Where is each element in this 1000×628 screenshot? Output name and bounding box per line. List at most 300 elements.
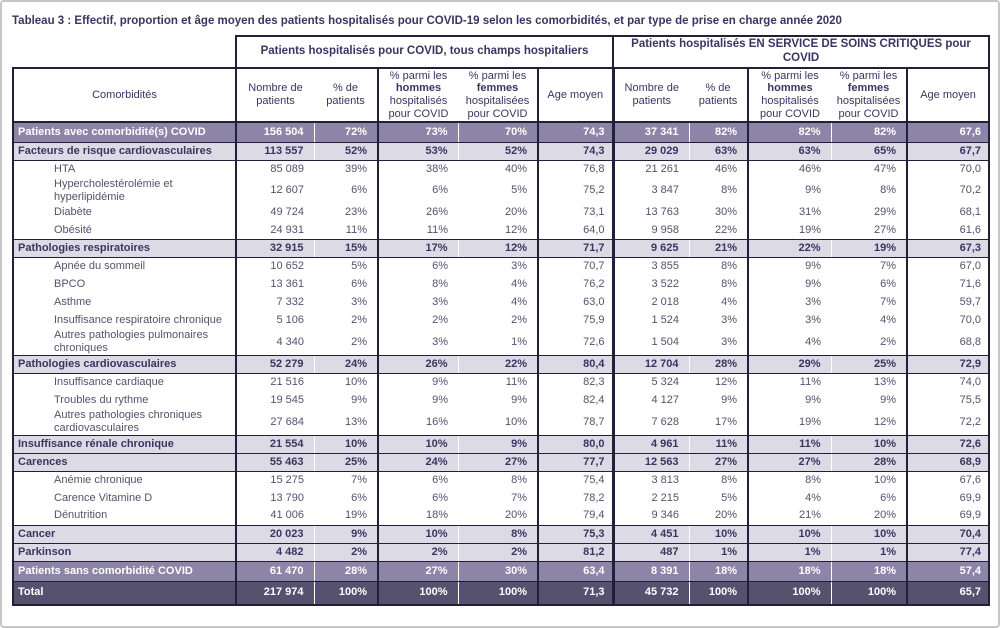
cell-value: 9% xyxy=(351,393,367,406)
cell-value: 8 391 xyxy=(613,561,689,581)
cell-value: 3% xyxy=(721,314,737,327)
cell-value: 3% xyxy=(511,260,527,273)
table-row xyxy=(13,561,989,581)
cell-age-moyen: 75,2 xyxy=(538,178,613,203)
cell-value: 31% xyxy=(748,203,831,221)
col-header-line: hospitalisées xyxy=(836,94,901,107)
table-row xyxy=(13,311,989,329)
cell-value: 12 704 xyxy=(613,355,689,373)
cell-value: 10% xyxy=(689,525,748,543)
cell-value: 19% xyxy=(344,509,367,522)
table-row xyxy=(13,122,989,142)
cell-value: 6% xyxy=(351,278,367,291)
table-row xyxy=(13,203,989,221)
cell-value: 100% xyxy=(378,581,458,605)
table-row xyxy=(13,329,989,355)
cell-value: 18% xyxy=(378,507,458,525)
cell-value: 8% xyxy=(511,473,527,486)
row-label: Total xyxy=(13,581,236,605)
cell-age-moyen: 69,9 xyxy=(907,489,989,507)
col-header-line: femmes xyxy=(847,82,890,95)
table-row xyxy=(13,142,989,160)
cell-value: 12% xyxy=(458,239,538,257)
cell-value: 20% xyxy=(873,509,896,522)
cell-value: 2% xyxy=(351,314,367,327)
cell-age-moyen: 72,6 xyxy=(538,329,613,355)
table-row xyxy=(13,507,989,525)
cell-value: 10% xyxy=(831,525,907,543)
col-header-age-critical xyxy=(907,68,989,123)
col-header-line: Age moyen xyxy=(547,88,604,101)
cell-age-moyen: 74,3 xyxy=(538,142,613,160)
row-label: Cancer xyxy=(13,525,236,543)
cell-value: 10% xyxy=(748,525,831,543)
cell-value: 4% xyxy=(748,489,831,507)
cell-value: 3 813 xyxy=(613,471,689,489)
cell-age-moyen: 74,3 xyxy=(538,122,613,142)
cell-age-moyen: 72,9 xyxy=(907,355,989,373)
table-row xyxy=(13,453,989,471)
cell-value: 4 127 xyxy=(613,391,689,409)
cell-age-moyen: 72,6 xyxy=(907,435,989,453)
col-header-line: hommes xyxy=(767,82,813,95)
cell-value: 47% xyxy=(873,163,896,176)
cell-value: 53% xyxy=(378,142,458,160)
table-row xyxy=(13,373,989,391)
cell-value: 6% xyxy=(880,491,896,504)
cell-value: 30% xyxy=(458,561,538,581)
cell-value: 25% xyxy=(831,355,907,373)
col-header-line: hospitalisées xyxy=(465,94,530,107)
cell-value: 9% xyxy=(748,178,831,203)
cell-value: 12% xyxy=(504,223,527,236)
cell-value: 82% xyxy=(689,122,748,142)
cell-value: 27 684 xyxy=(236,409,314,435)
cell-value: 1 504 xyxy=(613,329,689,355)
cell-value: 19% xyxy=(748,409,831,435)
cell-value: 20% xyxy=(504,206,527,219)
cell-value: 27% xyxy=(458,453,538,471)
cell-age-moyen: 70,4 xyxy=(907,525,989,543)
cell-value: 29% xyxy=(748,355,831,373)
cell-value: 9% xyxy=(721,393,737,406)
cell-value: 7 332 xyxy=(236,293,314,311)
cell-value: 100% xyxy=(748,581,831,605)
cell-value: 10% xyxy=(344,376,367,389)
row-label: Pathologies respiratoires xyxy=(13,239,236,257)
cell-age-moyen: 71,6 xyxy=(907,275,989,293)
col-header-line: pour COVID xyxy=(838,107,899,120)
cell-value: 4% xyxy=(880,314,896,327)
cell-value: 10% xyxy=(873,473,896,486)
row-label: Autres pathologies chroniques cardiovasculaires xyxy=(13,409,236,435)
row-label: Patients avec comorbidité(s) COVID xyxy=(13,122,236,142)
cell-age-moyen: 71,7 xyxy=(538,239,613,257)
cell-value: 27% xyxy=(689,453,748,471)
cell-value: 63% xyxy=(689,142,748,160)
cell-age-moyen: 67,7 xyxy=(907,142,989,160)
row-label: Troubles du rythme xyxy=(13,391,236,409)
cell-value: 13 361 xyxy=(236,275,314,293)
cell-value: 6% xyxy=(351,184,367,197)
cell-value: 3% xyxy=(721,335,737,348)
row-label: Dénutrition xyxy=(13,507,236,525)
cell-value: 4% xyxy=(721,296,737,309)
cell-value: 73% xyxy=(378,122,458,142)
cell-age-moyen: 65,7 xyxy=(907,581,989,605)
cell-value: 3% xyxy=(748,311,831,329)
cell-age-moyen: 75,3 xyxy=(538,525,613,543)
col-header-pct-hommes-critical xyxy=(748,68,831,123)
cell-value: 9% xyxy=(511,393,527,406)
cell-value: 24% xyxy=(378,453,458,471)
group-header-spacer xyxy=(13,36,236,68)
col-header-line: pour COVID xyxy=(467,107,528,120)
table-row xyxy=(13,543,989,561)
cell-value: 28% xyxy=(831,453,907,471)
cell-value: 21% xyxy=(748,507,831,525)
cell-age-moyen: 69,9 xyxy=(907,507,989,525)
cell-value: 25% xyxy=(314,453,378,471)
cell-age-moyen: 63,4 xyxy=(538,561,613,581)
col-header-line: % parmi les xyxy=(468,69,527,82)
cell-age-moyen: 77,7 xyxy=(538,453,613,471)
cell-value: 4% xyxy=(511,296,527,309)
cell-age-moyen: 79,4 xyxy=(538,507,613,525)
cell-value: 23% xyxy=(344,206,367,219)
cell-value: 1% xyxy=(511,335,527,348)
col-header-age xyxy=(538,68,613,123)
cell-value: 19% xyxy=(831,239,907,257)
cell-age-moyen: 70,0 xyxy=(907,311,989,329)
cell-age-moyen: 70,7 xyxy=(538,257,613,275)
cell-value: 8% xyxy=(880,184,896,197)
cell-value: 12% xyxy=(714,376,737,389)
col-header-line: patients xyxy=(326,94,365,107)
cell-value: 3% xyxy=(378,329,458,355)
cell-value: 82% xyxy=(831,122,907,142)
row-label: Insuffisance rénale chronique xyxy=(13,435,236,453)
cell-value: 7% xyxy=(880,260,896,273)
col-header-line: hommes xyxy=(395,82,442,95)
cell-value: 52 279 xyxy=(236,355,314,373)
col-header-pct-femmes-critical xyxy=(831,68,907,123)
cell-value: 16% xyxy=(378,409,458,435)
col-header-line: hospitalisés xyxy=(389,94,448,107)
cell-value: 1% xyxy=(689,543,748,561)
table-row xyxy=(13,178,989,203)
cell-value: 11% xyxy=(748,435,831,453)
col-header-nombre xyxy=(236,68,314,123)
cell-value: 100% xyxy=(689,581,748,605)
cell-value: 4% xyxy=(748,329,831,355)
cell-age-moyen: 80,4 xyxy=(538,355,613,373)
cell-value: 61 470 xyxy=(236,561,314,581)
cell-value: 21 516 xyxy=(236,373,314,391)
cell-value: 113 557 xyxy=(236,142,314,160)
cell-age-moyen: 68,9 xyxy=(907,453,989,471)
cell-value: 2 018 xyxy=(613,293,689,311)
cell-age-moyen: 75,5 xyxy=(907,391,989,409)
table-row xyxy=(13,409,989,435)
col-header-line: % de xyxy=(705,82,731,95)
table-body xyxy=(13,122,989,605)
cell-age-moyen: 72,2 xyxy=(907,409,989,435)
cell-value: 8% xyxy=(721,260,737,273)
group-header-critical-care: Patients hospitalisés EN SERVICE DE SOINS CRITIQUES pour COVID xyxy=(613,36,989,68)
cell-value: 5% xyxy=(351,260,367,273)
col-header-pct-critical xyxy=(689,68,748,123)
cell-value: 6% xyxy=(880,278,896,291)
cell-value: 13 790 xyxy=(236,489,314,507)
cell-value: 9% xyxy=(378,373,458,391)
col-header-line: pour COVID xyxy=(760,107,820,120)
cell-value: 70% xyxy=(458,122,538,142)
cell-value: 11% xyxy=(748,373,831,391)
cell-value: 7 628 xyxy=(613,409,689,435)
col-header-line: % parmi les xyxy=(761,69,819,82)
table-row xyxy=(13,275,989,293)
row-label: Apnée du sommeil xyxy=(13,257,236,275)
cell-value: 2% xyxy=(378,311,458,329)
cell-value: 27% xyxy=(378,561,458,581)
cell-value: 19 545 xyxy=(236,391,314,409)
cell-value: 27% xyxy=(873,223,896,236)
cell-value: 15% xyxy=(314,239,378,257)
cell-value: 24% xyxy=(314,355,378,373)
cell-value: 22% xyxy=(458,355,538,373)
cell-value: 2% xyxy=(511,314,527,327)
cell-value: 29% xyxy=(873,206,896,219)
cell-value: 11% xyxy=(378,221,458,239)
cell-age-moyen: 67,3 xyxy=(907,239,989,257)
cell-value: 12 563 xyxy=(613,453,689,471)
table-row xyxy=(13,525,989,543)
cell-value: 9% xyxy=(378,391,458,409)
cell-value: 2 215 xyxy=(613,489,689,507)
cell-value: 29 029 xyxy=(613,142,689,160)
cell-age-moyen: 74,0 xyxy=(907,373,989,391)
cell-value: 5% xyxy=(721,491,737,504)
cell-age-moyen: 76,2 xyxy=(538,275,613,293)
cell-value: 21 261 xyxy=(613,160,689,178)
cell-value: 9% xyxy=(748,257,831,275)
cell-value: 20 023 xyxy=(236,525,314,543)
cell-value: 17% xyxy=(378,239,458,257)
row-label: Parkinson xyxy=(13,543,236,561)
cell-value: 3% xyxy=(351,296,367,309)
cell-value: 10% xyxy=(378,525,458,543)
cell-value: 4 451 xyxy=(613,525,689,543)
cell-value: 41 006 xyxy=(236,507,314,525)
cell-value: 6% xyxy=(378,489,458,507)
cell-value: 9% xyxy=(314,525,378,543)
cell-age-moyen: 59,7 xyxy=(907,293,989,311)
cell-value: 17% xyxy=(714,415,737,428)
cell-value: 2% xyxy=(378,543,458,561)
cell-age-moyen: 82,3 xyxy=(538,373,613,391)
cell-value: 3% xyxy=(378,293,458,311)
cell-value: 2% xyxy=(458,543,538,561)
cell-value: 7% xyxy=(351,473,367,486)
cell-value: 6% xyxy=(378,257,458,275)
row-label: Facteurs de risque cardiovasculaires xyxy=(13,142,236,160)
table-head xyxy=(13,36,989,122)
table-row xyxy=(13,355,989,373)
row-label: Insuffisance cardiaque xyxy=(13,373,236,391)
table-row xyxy=(13,391,989,409)
cell-value: 1 524 xyxy=(613,311,689,329)
cell-value: 10% xyxy=(831,435,907,453)
cell-value: 27% xyxy=(748,453,831,471)
cell-value: 5% xyxy=(511,184,527,197)
cell-value: 22% xyxy=(714,223,737,236)
cell-value: 8% xyxy=(458,525,538,543)
cell-value: 5 106 xyxy=(236,311,314,329)
cell-value: 8% xyxy=(378,275,458,293)
cell-age-moyen: 78,2 xyxy=(538,489,613,507)
row-label: Asthme xyxy=(13,293,236,311)
cell-value: 3 522 xyxy=(613,275,689,293)
cell-age-moyen: 70,0 xyxy=(907,160,989,178)
cell-value: 46% xyxy=(748,160,831,178)
cell-age-moyen: 76,8 xyxy=(538,160,613,178)
cell-value: 10% xyxy=(314,435,378,453)
cell-value: 55 463 xyxy=(236,453,314,471)
cell-value: 3 855 xyxy=(613,257,689,275)
cell-age-moyen: 64,0 xyxy=(538,221,613,239)
cell-value: 13% xyxy=(873,376,896,389)
cell-value: 32 915 xyxy=(236,239,314,257)
cell-value: 12 607 xyxy=(236,178,314,203)
cell-value: 2% xyxy=(880,335,896,348)
cell-age-moyen: 68,1 xyxy=(907,203,989,221)
col-header-line: % parmi les xyxy=(839,69,898,82)
cell-value: 72% xyxy=(314,122,378,142)
table-title: Tableau 3 : Effectif, proportion et âge moyen des patients hospitalisés pour COVID-19 selon les comorbidités, et par type de prise en charge année 2020 xyxy=(12,15,842,27)
cell-value: 4 961 xyxy=(613,435,689,453)
cell-value: 6% xyxy=(378,471,458,489)
cell-age-moyen: 67,0 xyxy=(907,257,989,275)
table-row xyxy=(13,581,989,605)
cell-value: 2% xyxy=(314,543,378,561)
cell-value: 26% xyxy=(378,203,458,221)
row-label: HTA xyxy=(13,160,236,178)
cell-value: 9 346 xyxy=(613,507,689,525)
cell-value: 6% xyxy=(378,178,458,203)
cell-value: 85 089 xyxy=(236,160,314,178)
col-header-line: Nombre de xyxy=(624,82,679,95)
cell-age-moyen: 82,4 xyxy=(538,391,613,409)
table-row xyxy=(13,221,989,239)
cell-value: 9% xyxy=(748,391,831,409)
cell-value: 38% xyxy=(378,160,458,178)
cell-value: 7% xyxy=(511,491,527,504)
cell-value: 13 763 xyxy=(613,203,689,221)
cell-value: 3% xyxy=(748,293,831,311)
cell-age-moyen: 80,0 xyxy=(538,435,613,453)
cell-age-moyen: 67,6 xyxy=(907,122,989,142)
cell-value: 21% xyxy=(689,239,748,257)
cell-value: 8% xyxy=(748,471,831,489)
row-label: Anémie chronique xyxy=(13,471,236,489)
cell-value: 65% xyxy=(831,142,907,160)
cell-value: 2% xyxy=(351,335,367,348)
cell-age-moyen: 81,2 xyxy=(538,543,613,561)
cell-value: 100% xyxy=(314,581,378,605)
cell-age-moyen: 71,3 xyxy=(538,581,613,605)
cell-value: 20% xyxy=(714,509,737,522)
cell-value: 9% xyxy=(458,435,538,453)
table-row xyxy=(13,160,989,178)
row-label: Autres pathologies pulmonaires chroniques xyxy=(13,329,236,355)
cell-age-moyen: 73,1 xyxy=(538,203,613,221)
cell-value: 40% xyxy=(504,163,527,176)
cell-value: 13% xyxy=(344,415,367,428)
cell-value: 45 732 xyxy=(613,581,689,605)
cell-value: 18% xyxy=(748,561,831,581)
cell-value: 15 275 xyxy=(236,471,314,489)
cell-value: 8% xyxy=(721,184,737,197)
col-header-line: % parmi les xyxy=(389,69,448,82)
cell-value: 39% xyxy=(344,163,367,176)
col-header-line: femmes xyxy=(476,82,519,95)
col-header-line: patients xyxy=(632,94,672,107)
cell-value: 8% xyxy=(721,473,737,486)
cell-value: 10% xyxy=(504,415,527,428)
table-row xyxy=(13,489,989,507)
cell-value: 9% xyxy=(748,275,831,293)
cell-age-moyen: 68,8 xyxy=(907,329,989,355)
table-row xyxy=(13,293,989,311)
cell-value: 11% xyxy=(345,223,367,236)
cell-value: 52% xyxy=(314,142,378,160)
row-label: Pathologies cardiovasculaires xyxy=(13,355,236,373)
cell-value: 1% xyxy=(748,543,831,561)
table-row xyxy=(13,435,989,453)
cell-value: 18% xyxy=(831,561,907,581)
cell-value: 9% xyxy=(880,393,896,406)
cell-value: 52% xyxy=(458,142,538,160)
cell-value: 7% xyxy=(880,296,896,309)
cell-value: 487 xyxy=(613,543,689,561)
cell-value: 82% xyxy=(748,122,831,142)
row-label: Obésité xyxy=(13,221,236,239)
row-label: BPCO xyxy=(13,275,236,293)
cell-value: 5 324 xyxy=(613,373,689,391)
cell-value: 24 931 xyxy=(236,221,314,239)
cell-value: 8% xyxy=(721,278,737,291)
col-header-pct-hommes xyxy=(378,68,458,123)
cell-age-moyen: 75,9 xyxy=(538,311,613,329)
cell-value: 4% xyxy=(511,278,527,291)
cell-value: 4 482 xyxy=(236,543,314,561)
col-header-line: patients xyxy=(256,94,295,107)
row-label: Diabète xyxy=(13,203,236,221)
col-header-line: hospitalisés xyxy=(761,94,819,107)
cell-age-moyen: 67,6 xyxy=(907,471,989,489)
cell-age-moyen: 57,4 xyxy=(907,561,989,581)
cell-value: 28% xyxy=(314,561,378,581)
cell-value: 19% xyxy=(748,221,831,239)
row-label: Insuffisance respiratoire chronique xyxy=(13,311,236,329)
table-row xyxy=(13,257,989,275)
cell-value: 49 724 xyxy=(236,203,314,221)
cell-value: 18% xyxy=(689,561,748,581)
col-header-line: Nombre de xyxy=(248,82,303,95)
col-header-line: % de xyxy=(332,82,359,95)
cell-value: 21 554 xyxy=(236,435,314,453)
